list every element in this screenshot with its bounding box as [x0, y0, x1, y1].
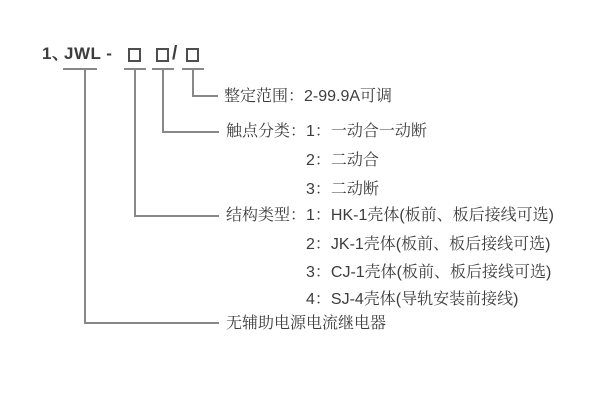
product-name-label: 无辅助电源电流继电器: [226, 315, 387, 332]
digit-box-contact: [156, 48, 169, 62]
connector-contact-type-vertical: [162, 70, 164, 133]
structure-type-item: 3：CJ-1壳体(板前、板后接线可选): [306, 264, 552, 281]
connector-structure-type-horizontal: [134, 215, 219, 217]
connector-product-name-horizontal: [84, 322, 219, 324]
slash-separator: /: [172, 43, 178, 64]
connector-contact-type-horizontal: [162, 131, 219, 133]
model-code: JWL -: [64, 44, 113, 63]
digit-box-range: [186, 48, 199, 62]
structure-type-item: 2：JK-1壳体(板前、板后接线可选): [306, 236, 551, 253]
connector-setting-range-vertical: [192, 70, 194, 97]
structure-type-item: 4：SJ-4壳体(导轨安装前接线): [306, 291, 519, 308]
contact-type-label: 触点分类：1：一动合一动断: [226, 123, 427, 140]
structure-type-label: 结构类型：1：HK-1壳体(板前、板后接线可选): [226, 207, 555, 224]
connector-structure-type-vertical: [134, 70, 136, 217]
digit-box-structure: [128, 48, 141, 62]
contact-type-item: 2：二动合: [306, 152, 379, 169]
model-index: 1、: [42, 44, 70, 63]
connector-product-name-vertical: [84, 70, 86, 324]
model-underline: [63, 68, 97, 70]
contact-type-item: 3：二动断: [306, 181, 379, 198]
connector-setting-range-horizontal: [192, 95, 218, 97]
setting-range-label: 整定范围：2-99.9A可调: [224, 88, 393, 105]
